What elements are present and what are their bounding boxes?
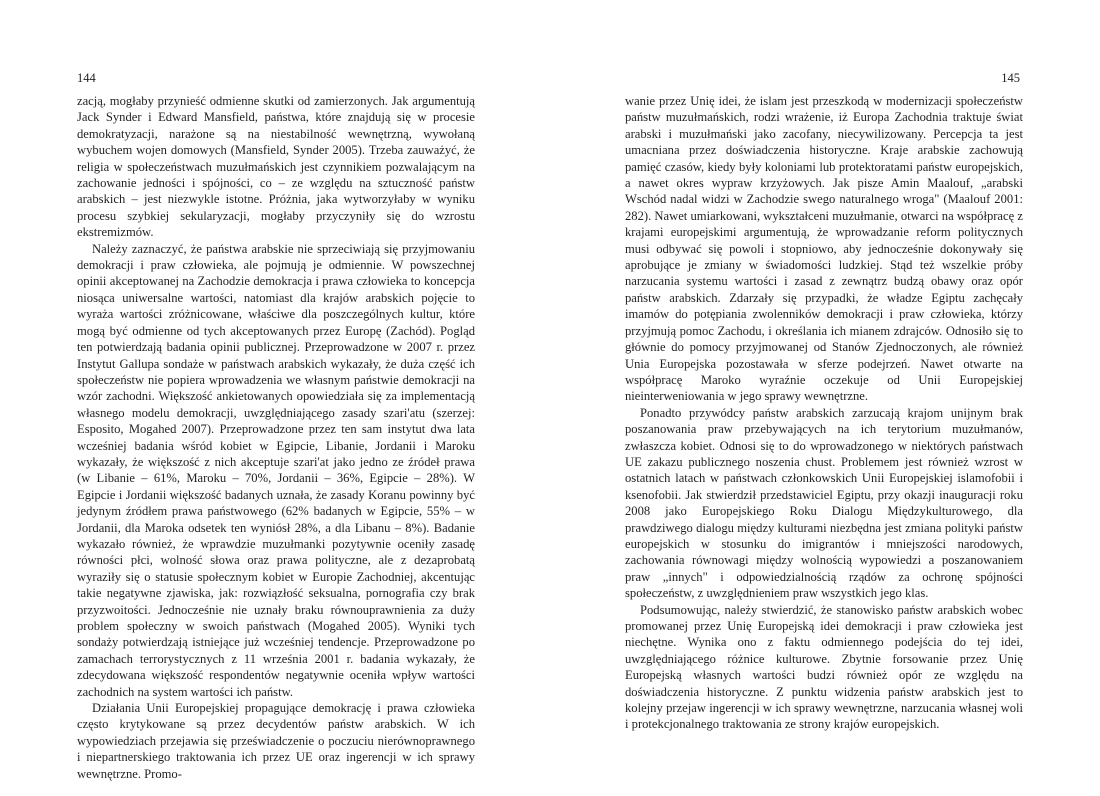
paragraph: Działania Unii Europejskiej propagujące demokrację i prawa człowieka często krytykowane są przez decydentów państw arabskich. W ich wypowiedziach przejawia się przeświadczenie o poczuciu nierównoprawnego i niepartnerskiego traktowania ich przez UE oraz ingerencji w ich sprawy wewnętrzne. Promo- <box>77 701 475 781</box>
paragraph: wanie przez Unię idei, że islam jest przeszkodą w modernizacji społeczeństw państw muzułmańskich, rodzi wrażenie, iż Europa Zachodnia traktuje świat arabski i muzułmański jako zacofany, niecywilizowany. Percepcja ta jest umacniana przez doświadczenia historyczne. Kraje arabskie zachowują pamięć czasów, kiedy były koloniami lub protektoratami państw europejskich, a nawet okres wypraw krzyżowych. Jak pisze Amin Maalouf, „arabski Wschód nadal widzi w Zachodzie swego naturalnego wroga" (Maalouf 2001: 282). Nawet umiarkowani, wykształceni muzułmanie, otwarci na współpracę z krajami europejskimi argumentują, że wprowadzanie reform politycznych musi odbywać się powoli i stopniowo, aby jednocześnie dokonywały się aprobujące je zmiany w świadomości ludzkiej. Stąd też wszelkie próby narzucania systemu wartości i zasad z zewnątrz budzą obawy oraz opór państw arabskich. Zdarzały się przypadki, że władze Egiptu zachęcały imamów do potępiania zwolenników demokracji i praw człowieka, którzy przyjmują pomoc Zachodu, i określania ich mianem zdrajców. Odnosiło się to głównie do pomocy przyjmowanej od Stanów Zjednoczonych, ale również Unia Europejska pozostawała w sferze podejrzeń. Nawet otwarte na współpracę Maroko wyraźnie oczekuje od Unii Europejskiej nieinterweniowania w jego sprawy wewnętrzne. <box>625 94 1023 404</box>
paragraph: Należy zaznaczyć, że państwa arabskie nie sprzeciwiają się przyjmowaniu demokracji i praw człowieka, ale pojmują je odmiennie. W powszechnej opinii akceptowanej na Zachodzie demokracja i prawa człowieka to koncepcja niosąca uniwersalne wartości, natomiast dla krajów arabskich pojęcie to wyraża wartości zróżnicowane, właściwe dla poszczególnych kultur, które mogą być odmienne od tych akceptowanych przez Europę (Zachód). Pogląd ten potwierdzają badania opinii publicznej. Przeprowadzone w 2007 r. przez Instytut Gallupa sondaże w państwach arabskich wykazały, że duża część ich społeczeństw nie popiera wprowadzenia we własnym państwie demokracji na wzór zachodni. Większość ankietowanych opowiedziała się za implementacją własnego modelu demokracji, uwzględniającego zasady szari'atu (szerzej: Esposito, Mogahed 2007). Przeprowadzone przez ten sam instytut dwa lata wcześniej badania wśród kobiet w Egipcie, Libanie, Jordanii i Maroku wykazały, że większość z nich akceptuje szari'at jako jedno ze źródeł prawa (w Libanie – 61%, Maroku – 70%, Jordanii – 36%, Egipcie – 28%). W Egipcie i Jordanii większość badanych uznała, że zasady Koranu powinny być jedynym źródłem prawa państwowego (62% badanych w Egipcie, 55% – w Jordanii, dla Maroka odsetek ten wyniósł 28%, a dla Libanu – 8%). Badanie wykazało również, że wprawdzie muzułmanki pozytywnie oceniły zasadę równości płci, wolność słowa oraz prawa polityczne, ale z dezaprobatą wyraziły się o statusie społecznym kobiet w Europie Zachodniej, akcentując takie negatywne zjawiska, jak: rozwiązłość seksualna, pornografia czy brak przyzwoitości. Jednocześnie nie uznały braku równouprawnienia za duży problem społeczny w swoich państwach (Mogahed 2005). Wyniki tych sondaży potwierdzają istniejące już wcześniej tendencje. Przeprowadzone po zamachach terrorystycznych z 11 września 2001 r. badania wykazały, że zdecydowana większość respondentów negatywnie oceniła wpływ wartości zachodnich na system wartości ich państw. <box>77 241 475 699</box>
right-page-text <box>625 93 1023 733</box>
paragraph: Podsumowując, należy stwierdzić, że stanowisko państw arabskich wobec promowanej przez Unię Europejską idei demokracji i praw człowieka jest niechętne. Wynika ono z faktu odmiennego podejścia do tej idei, uwzględniającego różnice kulturowe. Zbytnie forsowanie przez Unię Europejską własnych wartości budzi również opór ze względu na doświadczenia historyczne. Z punktu widzenia państw arabskich jest to kolejny przejaw ingerencji w ich sprawy wewnętrzne, narzucania własnej woli i protekcjonalnego traktowania ze strony krajów europejskich. <box>625 602 1023 732</box>
page-number-left: 144 <box>77 71 96 85</box>
paragraph: Ponadto przywódcy państw arabskich zarzucają krajom unijnym brak poszanowania praw przebywających na ich terytorium muzułmanów, zwłaszcza kobiet. Odnosi się to do wprowadzonego w niektórych państwach UE zakazu publicznego noszenia chust. Problemem jest również wzrost w ostatnich latach w państwach członkowskich Unii Europejskiej islamofobii i ksenofobii. Jak stwierdził przedstawiciel Egiptu, przy okazji inauguracji roku 2008 jako Europejskiego Roku Dialogu Międzykulturowego, dla prawdziwego dialogu między kulturami niezbędna jest zmiana polityki państw europejskich w stosunku do imigrantów i mniejszości narodowych, zachowania równowagi między wolnością wypowiedzi a poszanowaniem praw „innych" i odpowiedzialnością rządów za ochronę spójności społeczeństw, z uwzględnieniem praw wszystkich jego klas. <box>625 405 1023 601</box>
paragraph: zacją, mogłaby przynieść odmienne skutki od zamierzonych. Jak argumentują Jack Synder i Edward Mansfield, państwa, które znajdują się w procesie demokratyzacji, narażone są na niestabilność wewnętrzną, wywołaną wybuchem wojen domowych (Mansfield, Synder 2005). Trzeba zauważyć, że religia w społeczeństwach muzułmańskich jest czynnikiem pozwalającym na zachowanie jedności i spójności, co – ze względu na sztuczność państw arabskich – jest niezwykle istotne. Próżnia, jaka wytworzyłaby w wyniku procesu szybkiej sekularyzacji, mogłaby przyczyniły się do wzrostu ekstremizmów. <box>77 94 475 240</box>
page-number-right: 145 <box>1001 71 1020 85</box>
right-page <box>550 0 1100 796</box>
left-page-text <box>77 93 475 782</box>
